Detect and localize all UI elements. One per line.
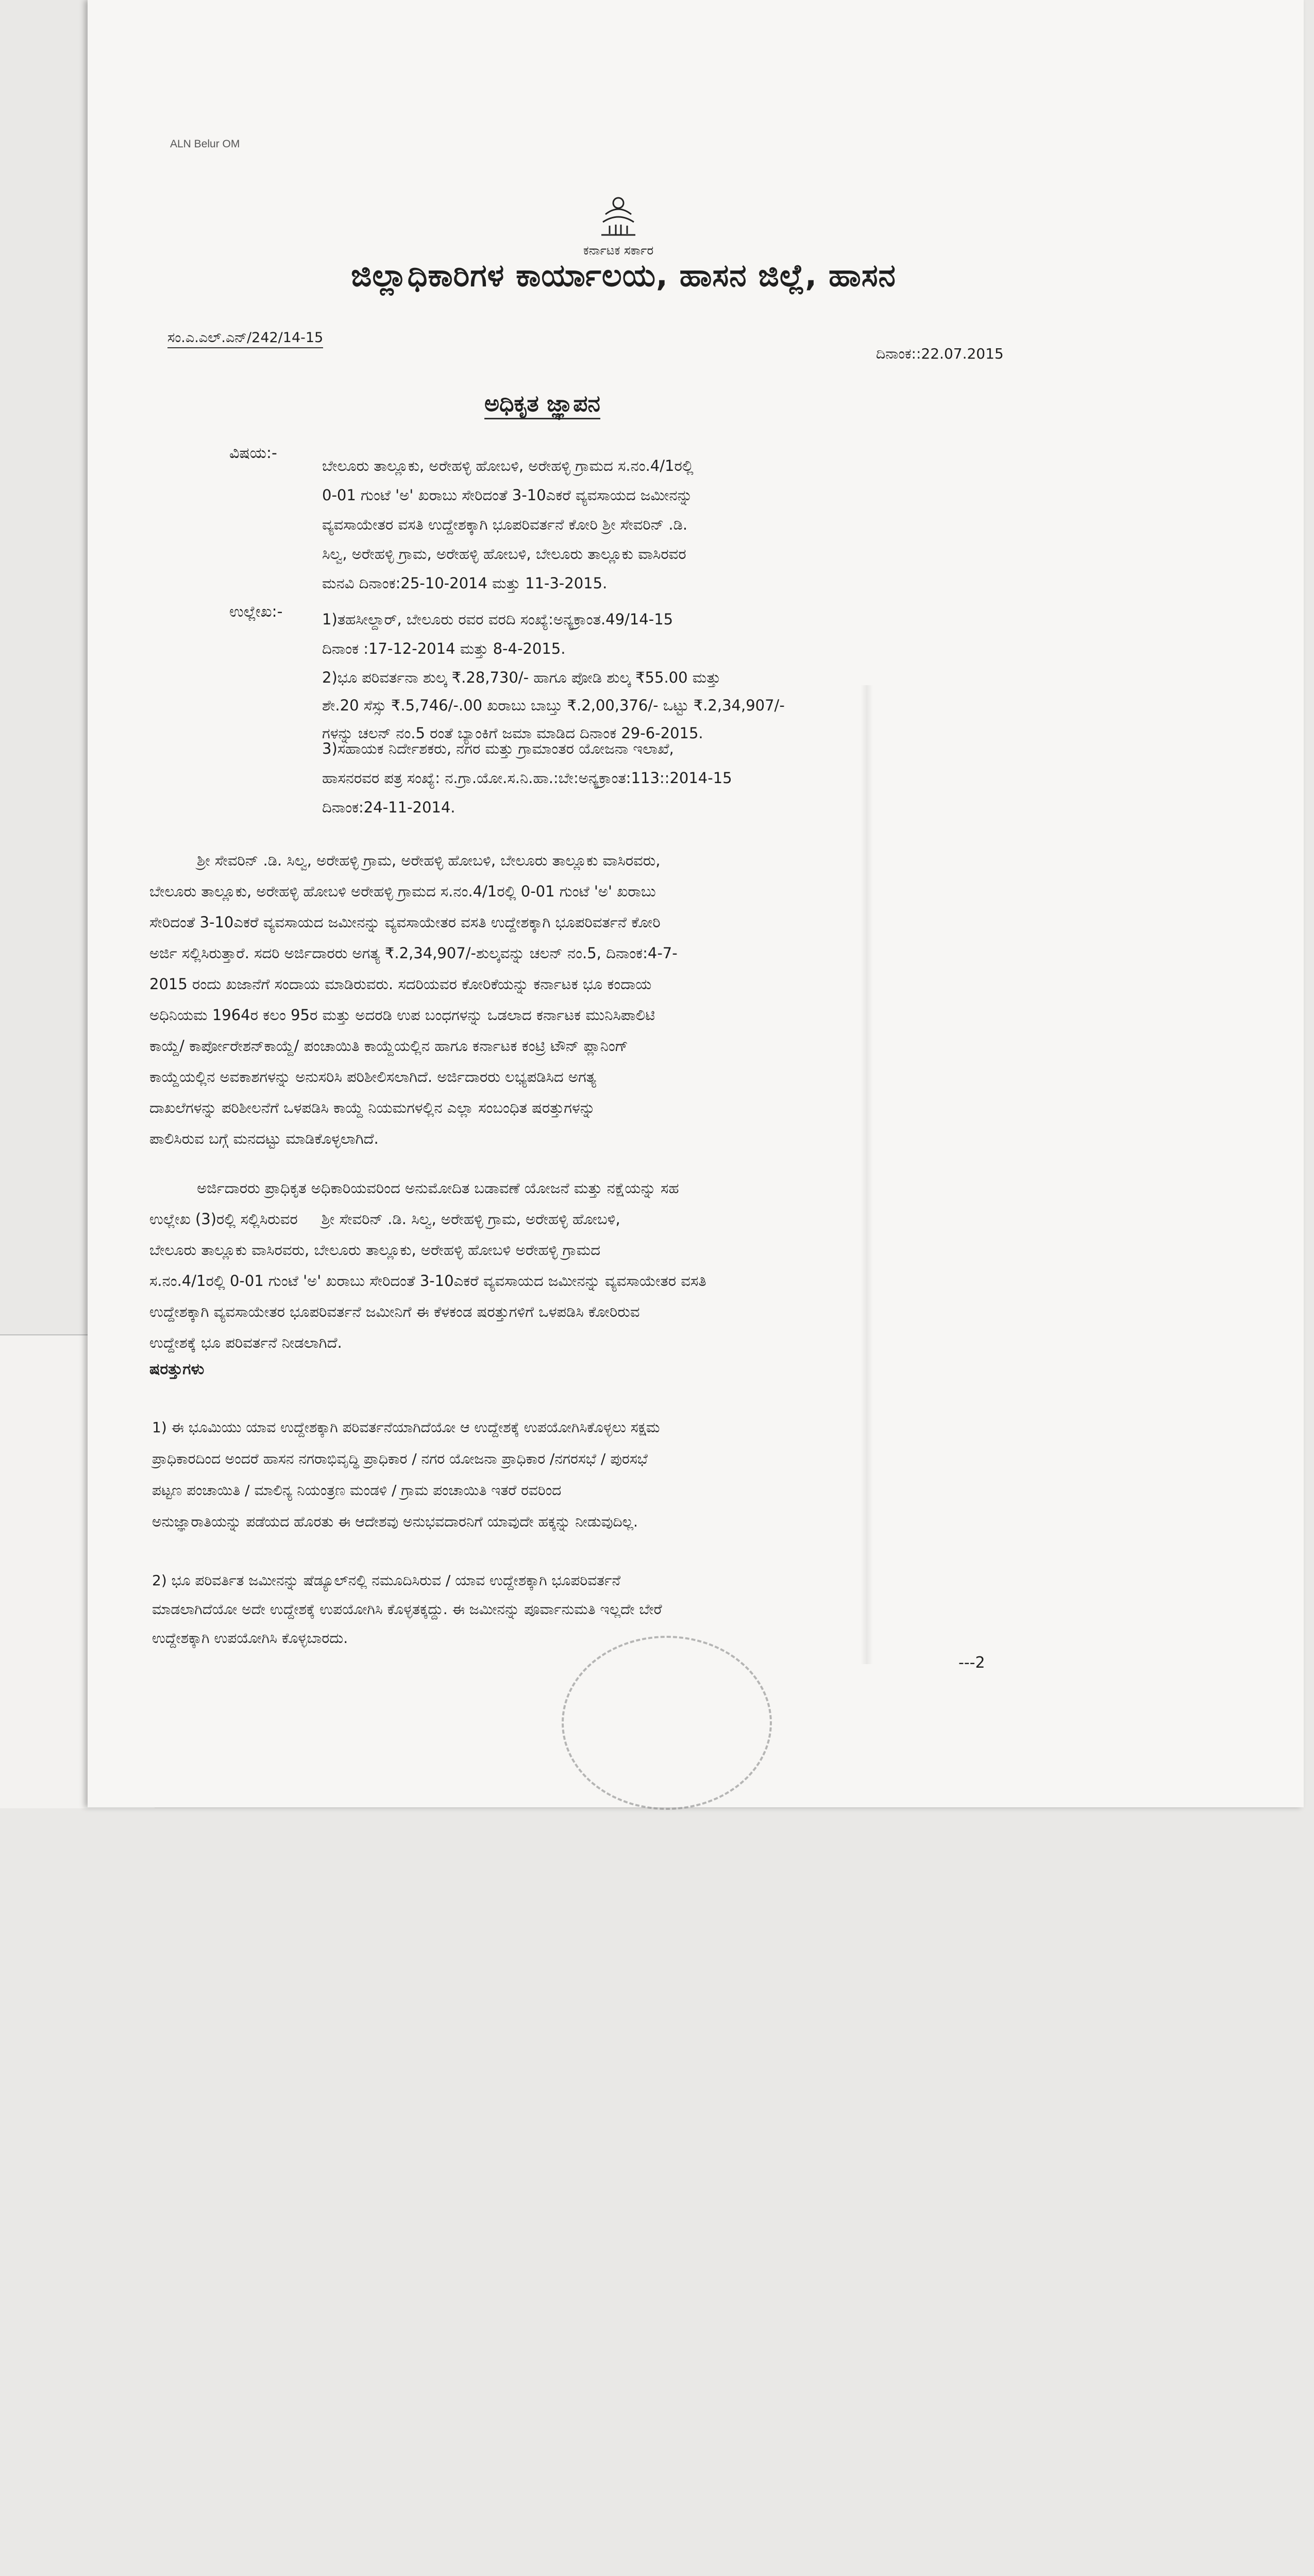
conditions-heading: ಷರತ್ತುಗಳು [149, 1360, 205, 1378]
subject-label: ವಿಷಯ:- [229, 444, 277, 462]
reference-item-2: 2)ಭೂ ಪರಿವರ್ತನಾ ಶುಲ್ಕ ₹.28,730/- ಹಾಗೂ ಪೋಡಿ ಶುಲ್ಕ ₹55.00 ಮತ್ತು ಶೇ.20 ಸೆಸ್ಸು ₹.5,746/-.00 ಖರಾಬು ಬಾಬ್ತು ₹.2,00,376/- ಒಟ್ಟು ₹.2,34,907/- ಗಳನ್ನು ಚಲನ್ ನಂ.5 ರಂತೆ ಬ್ಯಾಂಕಿಗೆ ಜಮಾ ಮಾಡಿದ ದಿನಾಂಕ 29-6-2015. [322, 669, 785, 742]
reference-item-3: 3)ಸಹಾಯಕ ನಿರ್ದೇಶಕರು, ನಗರ ಮತ್ತು ಗ್ರಾಮಾಂತರ ಯೋಜನಾ ಇಲಾಖೆ, ಹಾಸನರವರ ಪತ್ರ ಸಂಖ್ಯೆ: ನ.ಗ್ರಾ.ಯೋ.ಸ.ನಿ.ಹಾ.:ಬೇ:ಅನ್ಯಕ್ರಾಂತ:113::2014-15 ದಿನಾಂಕ:24-11-2014. [322, 740, 732, 816]
page-continuation-mark: ---2 [958, 1654, 985, 1672]
document-date: ದಿನಾಂಕ::22.07.2015 [876, 345, 1004, 362]
government-name: ಕರ್ನಾಟಕ ಸರ್ಕಾರ [583, 243, 654, 258]
paper-fold-shadow [861, 685, 873, 1664]
reference-item-1: 1)ತಹಸೀಲ್ದಾರ್, ಬೇಲೂರು ರವರ ವರದಿ ಸಂಖ್ಯೆ:ಅನ್ಯಕ್ರಾಂತ.49/14-15 ದಿನಾಂಕ :17-12-2014 ಮತ್ತು 8-4-2015. [322, 611, 673, 657]
body-paragraph-1: ಶ್ರೀ ಸೇವರಿನ್ .ಡಿ. ಸಿಲ್ವ, ಅರೇಹಳ್ಳಿ ಗ್ರಾಮ, ಅರೇಹಳ್ಳಿ ಹೋಬಳಿ, ಬೇಲೂರು ತಾಲ್ಲೂಕು ವಾಸಿರವರು, ಬೇಲೂರು ತಾಲ್ಲೂಕು, ಅರೇಹಳ್ಳಿ ಹೋಬಳಿ ಅರೇಹಳ್ಳಿ ಗ್ರಾಮದ ಸ.ನಂ.4/1ರಲ್ಲಿ 0-01 ಗುಂಟೆ 'ಅ' ಖರಾಬು ಸೇರಿದಂತೆ 3-10ಎಕರೆ ವ್ಯವಸಾಯದ ಜಮೀನನ್ನು ವ್ಯವಸಾಯೇತರ ವಸತಿ ಉದ್ದೇಶಕ್ಕಾಗಿ ಭೂಪರಿವರ್ತನೆ ಕೋರಿ ಅರ್ಜಿ ಸಲ್ಲಿಸಿರುತ್ತಾರೆ. ಸದರಿ ಅರ್ಜಿದಾರರು ಅಗತ್ಯ ₹.2,34,907/-ಶುಲ್ಕವನ್ನು ಚಲನ್ ನಂ.5, ದಿನಾಂಕ:4-7- 2015 ರಂದು ಖಜಾನೆಗೆ ಸಂದಾಯ ಮಾಡಿರುವರು. ಸದರಿಯವರ ಕೋರಿಕೆಯನ್ನು ಕರ್ನಾಟಕ ಭೂ ಕಂದಾಯ ಅಧಿನಿಯಮ 1964ರ ಕಲಂ 95ರ ಮತ್ತು ಅದರಡಿ ಉಪ ಬಂಧಗಳನ್ನು ಒಡಲಾದ ಕರ್ನಾಟಕ ಮುನಿಸಿಪಾಲಿಟಿ ಕಾಯ್ದೆ/ ಕಾರ್ಪೋರೇಶನ್‌ಕಾಯ್ದೆ/ ಪಂಚಾಯಿತಿ ಕಾಯ್ದೆಯಲ್ಲಿನ ಹಾಗೂ ಕರ್ನಾಟಕ ಕಂಟ್ರಿ ಟೌನ್ ಪ್ಲಾನಿಂಗ್ ಕಾಯ್ದೆಯಲ್ಲಿನ ಅವಕಾಶಗಳನ್ನು ಅನುಸರಿಸಿ ಪರಿಶೀಲಿಸಲಾಗಿದೆ. ಅರ್ಜಿದಾರರು ಲಭ್ಯಪಡಿಸಿದ ಅಗತ್ಯ ದಾಖಲೆಗಳನ್ನು ಪರಿಶೀಲನೆಗೆ ಒಳಪಡಿಸಿ ಕಾಯ್ದೆ ನಿಯಮಗಳಲ್ಲಿನ ಎಲ್ಲಾ ಸಂಬಂಧಿತ ಷರತ್ತುಗಳನ್ನು ಪಾಲಿಸಿರುವ ಬಗ್ಗೆ ಮನದಟ್ಟು ಮಾಡಿಕೊಳ್ಳಲಾಗಿದೆ. [149, 852, 678, 1147]
condition-2: 2) ಭೂ ಪರಿವರ್ತಿತ ಜಮೀನನ್ನು ಷೆಡ್ಯೂಲ್‌ನಲ್ಲಿ ನಮೂದಿಸಿರುವ / ಯಾವ ಉದ್ದೇಶಕ್ಕಾಗಿ ಭೂಪರಿವರ್ತನೆ ಮಾಡಲಾಗಿದೆಯೋ ಅದೇ ಉದ್ದೇಶಕ್ಕೆ ಉಪಯೋಗಿಸಿ ಕೊಳ್ಳತಕ್ಕದ್ದು. ಈ ಜಮೀನನ್ನು ಪೂರ್ವಾನುಮತಿ ಇಲ್ಲದೇ ಬೇರೆ ಉದ್ದೇಶಕ್ಕಾಗಿ ಉಪಯೋಗಿಸಿ ಕೊಳ್ಳಬಾರದು. [152, 1572, 662, 1647]
reference-label: ಉಲ್ಲೇಖ:- [229, 603, 283, 621]
file-tag: ALN Belur OM [170, 138, 240, 150]
subject-text: ಬೇಲೂರು ತಾಲ್ಲೂಕು, ಅರೇಹಳ್ಳಿ ಹೋಬಳಿ, ಅರೇಹಳ್ಳಿ ಗ್ರಾಮದ ಸ.ನಂ.4/1ರಲ್ಲಿ 0-01 ಗುಂಟೆ 'ಅ' ಖರಾಬು ಸೇರಿದಂತೆ 3-10ಎಕರೆ ವ್ಯವಸಾಯದ ಜಮೀನನ್ನು ವ್ಯವಸಾಯೇತರ ವಸತಿ ಉದ್ದೇಶಕ್ಕಾಗಿ ಭೂಪರಿವರ್ತನೆ ಕೋರಿ ಶ್ರೀ ಸೇವರಿನ್ .ಡಿ. ಸಿಲ್ವ, ಅರೇಹಳ್ಳಿ ಗ್ರಾಮ, ಅರೇಹಳ್ಳಿ ಹೋಬಳಿ, ಬೇಲೂರು ತಾಲ್ಲೂಕು ವಾಸಿರವರ ಮನವಿ ದಿನಾಂಕ:25-10-2014 ಮತ್ತು 11-3-2015. [322, 457, 694, 592]
condition-1: 1) ಈ ಭೂಮಿಯು ಯಾವ ಉದ್ದೇಶಕ್ಕಾಗಿ ಪರಿವರ್ತನೆಯಾಗಿದೆಯೋ ಆ ಉದ್ದೇಶಕ್ಕೆ ಉಪಯೋಗಿಸಿಕೊಳ್ಳಲು ಸಕ್ಷಮ ಪ್ರಾಧಿಕಾರದಿಂದ ಅಂದರೆ ಹಾಸನ ನಗರಾಭಿವೃದ್ಧಿ ಪ್ರಾಧಿಕಾರ / ನಗರ ಯೋಜನಾ ಪ್ರಾಧಿಕಾರ /ನಗರಸಭೆ / ಪುರಸಭೆ ಪಟ್ಟಣ ಪಂಚಾಯಿತಿ / ಮಾಲಿನ್ಯ ನಿಯಂತ್ರಣ ಮಂಡಳಿ / ಗ್ರಾಮ ಪಂಚಾಯಿತಿ ಇತರೆ ರವರಿಂದ ಅನುಜ್ಞಾರಾತಿಯನ್ನು ಪಡೆಯದ ಹೊರತು ಈ ಆದೇಶವು ಅನುಭವದಾರನಿಗೆ ಯಾವುದೇ ಹಕ್ಕನ್ನು ನೀಡುವುದಿಲ್ಲ. [152, 1419, 660, 1530]
office-title: ಜಿಲ್ಲಾಧಿಕಾರಿಗಳ ಕಾರ್ಯಾಲಯ, ಹಾಸನ ಜಿಲ್ಲೆ, ಹಾಸನ [351, 258, 896, 294]
state-emblem-icon [595, 194, 642, 237]
reference-number: ಸಂ.ಎ.ಎಲ್.ಎನ್/242/14-15 [167, 330, 323, 348]
body-paragraph-2: ಅರ್ಜಿದಾರರು ಪ್ರಾಧಿಕೃತ ಅಧಿಕಾರಿಯವರಿಂದ ಅನುಮೋದಿತ ಬಡಾವಣೆ ಯೋಜನೆ ಮತ್ತು ನಕ್ಷೆಯನ್ನು ಸಹ ಉಲ್ಲೇಖ (3)ರಲ್ಲಿ ಸಲ್ಲಿಸಿರುವರ ಶ್ರೀ ಸೇವರಿನ್ .ಡಿ. ಸಿಲ್ವ, ಅರೇಹಳ್ಳಿ ಗ್ರಾಮ, ಅರೇಹಳ್ಳಿ ಹೋಬಳಿ, ಬೇಲೂರು ತಾಲ್ಲೂಕು ವಾಸಿರವರು, ಬೇಲೂರು ತಾಲ್ಲೂಕು, ಅರೇಹಳ್ಳಿ ಹೋಬಳಿ ಅರೇಹಳ್ಳಿ ಗ್ರಾಮದ ಸ.ನಂ.4/1ರಲ್ಲಿ 0-01 ಗುಂಟೆ 'ಅ' ಖರಾಬು ಸೇರಿದಂತೆ 3-10ಎಕರೆ ವ್ಯವಸಾಯದ ಜಮೀನನ್ನು ವ್ಯವಸಾಯೇತರ ವಸತಿ ಉದ್ದೇಶಕ್ಕಾಗಿ ವ್ಯವಸಾಯೇತರ ಭೂಪರಿವರ್ತನೆ ಜಮೀನಿಗೆ ಈ ಕೆಳಕಂಡ ಷರತ್ತುಗಳಿಗೆ ಒಳಪಡಿಸಿ ಕೋರಿರುವ ಉದ್ದೇಶಕ್ಕೆ ಭೂ ಪರಿವರ್ತನೆ ನೀಡಲಾಗಿದೆ. [149, 1179, 706, 1351]
office-seal-stamp [562, 1636, 772, 1810]
memo-title: ಅಧಿಕೃತ ಜ್ಞಾಪನ [484, 391, 600, 419]
